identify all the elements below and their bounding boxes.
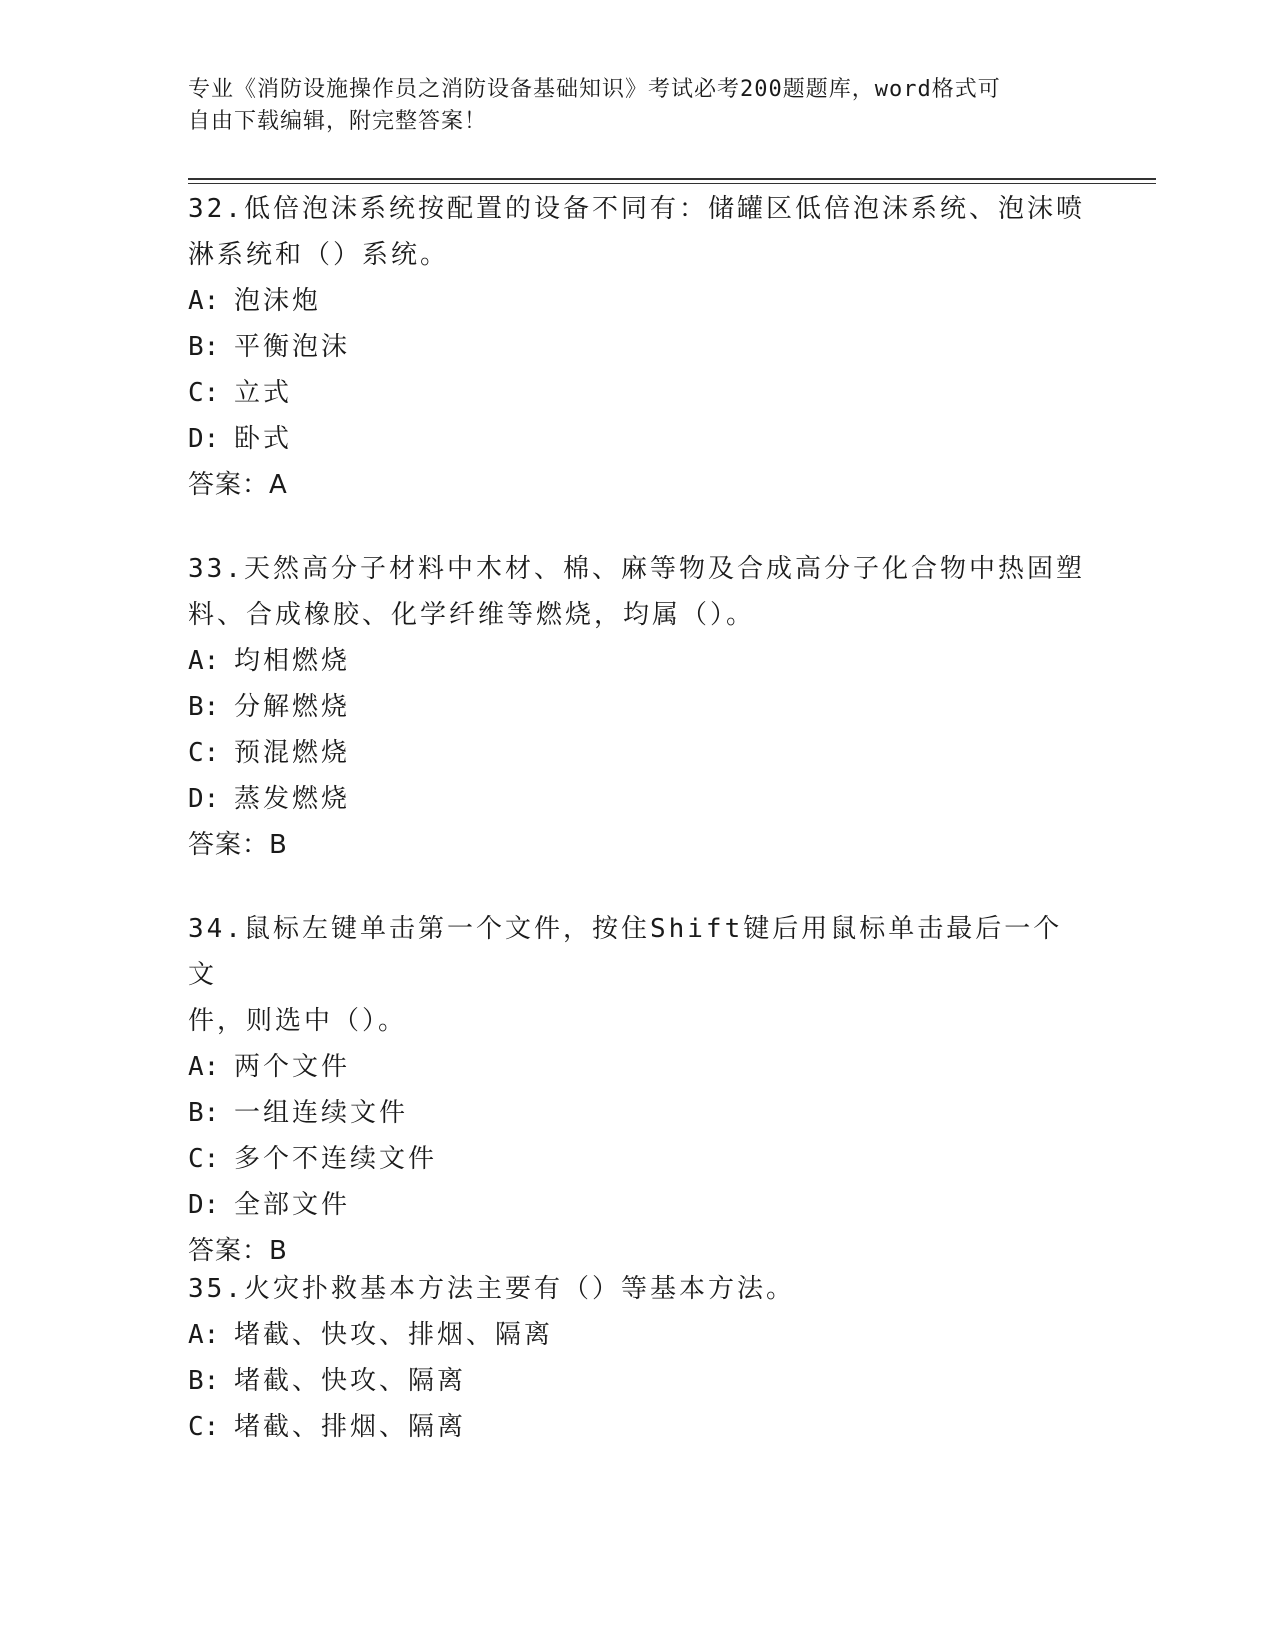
question-33 [188, 546, 1088, 868]
header-line-1: 专业《消防设施操作员之消防设备基础知识》考试必考200题题库，word格式可 [188, 77, 1001, 102]
question-34 [188, 906, 1088, 1274]
option-b [188, 1090, 1088, 1136]
question-stem-line-2: 料、合成橡胶、化学纤维等燃烧，均属（）。 [188, 600, 756, 630]
question-32 [188, 186, 1088, 508]
header-line-2: 自由下载编辑，附完整答案！ [188, 109, 488, 134]
document-header [188, 74, 1068, 138]
option-text: 全部文件 [234, 1190, 351, 1220]
option-letter: B: [188, 1098, 220, 1128]
option-d [188, 776, 1088, 822]
option-text: 两个文件 [234, 1052, 351, 1082]
option-a [188, 278, 1088, 324]
option-letter: B: [188, 692, 220, 722]
option-letter: D: [188, 1190, 220, 1220]
option-d [188, 1182, 1088, 1228]
option-letter: C: [188, 1144, 220, 1174]
option-text: 堵截、快攻、隔离 [234, 1366, 467, 1396]
header-divider-thin [188, 183, 1156, 184]
question-stem-line-2: 件，则选中（）。 [188, 1006, 408, 1036]
option-letter: A: [188, 286, 220, 316]
option-text: 蒸发燃烧 [234, 784, 351, 814]
option-text: 立式 [234, 378, 293, 408]
option-letter: B: [188, 1366, 220, 1396]
option-a [188, 1312, 1088, 1358]
question-stem-line-1: 34.鼠标左键单击第一个文件，按住Shift键后用鼠标单击最后一个文 [188, 914, 1063, 990]
option-text: 多个不连续文件 [234, 1144, 438, 1174]
option-letter: A: [188, 646, 220, 676]
option-text: 卧式 [234, 424, 293, 454]
option-b [188, 1358, 1088, 1404]
option-text: 堵截、排烟、隔离 [234, 1412, 467, 1442]
answer: 答案：A [188, 470, 288, 500]
option-a [188, 1044, 1088, 1090]
question-35 [188, 1266, 1088, 1450]
option-letter: D: [188, 424, 220, 454]
option-letter: C: [188, 378, 220, 408]
option-c [188, 1136, 1088, 1182]
question-stem-line-1: 33.天然高分子材料中木材、棉、麻等物及合成高分子化合物中热固塑 [188, 554, 1085, 584]
option-text: 泡沫炮 [234, 286, 322, 316]
option-b [188, 684, 1088, 730]
question-stem [188, 906, 1088, 1044]
question-stem [188, 1266, 1088, 1312]
question-stem [188, 186, 1088, 278]
option-text: 均相燃烧 [234, 646, 351, 676]
question-stem-line-2: 淋系统和（）系统。 [188, 240, 450, 270]
option-text: 堵截、快攻、排烟、隔离 [234, 1320, 554, 1350]
header-divider-thick [188, 178, 1156, 180]
option-text: 预混燃烧 [234, 738, 351, 768]
option-c [188, 370, 1088, 416]
answer: 答案：B [188, 830, 288, 860]
option-a [188, 638, 1088, 684]
option-letter: A: [188, 1320, 220, 1350]
option-letter: C: [188, 1412, 220, 1442]
option-letter: A: [188, 1052, 220, 1082]
option-text: 分解燃烧 [234, 692, 351, 722]
question-stem-line-1: 35.火灾扑救基本方法主要有（）等基本方法。 [188, 1274, 795, 1304]
option-text: 一组连续文件 [234, 1098, 409, 1128]
question-stem [188, 546, 1088, 638]
option-c [188, 1404, 1088, 1450]
option-letter: B: [188, 332, 220, 362]
option-letter: C: [188, 738, 220, 768]
option-b [188, 324, 1088, 370]
option-d [188, 416, 1088, 462]
option-letter: D: [188, 784, 220, 814]
answer: 答案：B [188, 1236, 288, 1266]
option-text: 平衡泡沫 [234, 332, 351, 362]
option-c [188, 730, 1088, 776]
question-stem-line-1: 32.低倍泡沫系统按配置的设备不同有：储罐区低倍泡沫系统、泡沫喷 [188, 194, 1085, 224]
